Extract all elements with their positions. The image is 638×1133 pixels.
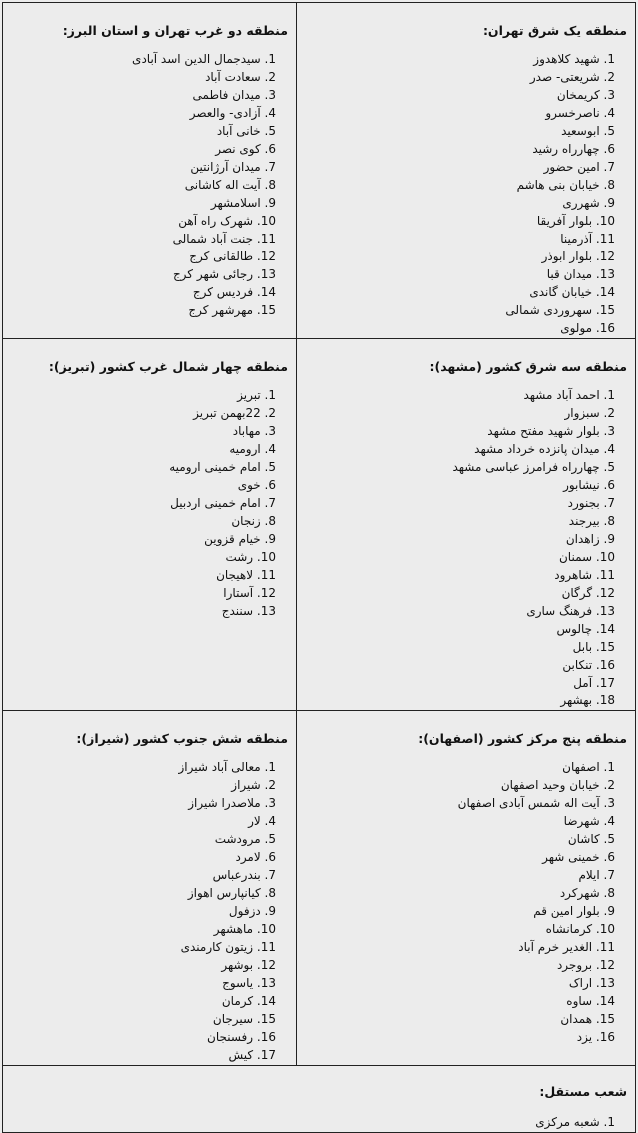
branch-item: 12. آستارا: [11, 585, 276, 603]
branch-list: [11, 387, 288, 620]
branch-item: 15. سهروردی شمالی: [305, 302, 615, 320]
branch-item: 4. میدان پانزده خرداد مشهد: [305, 441, 615, 459]
branch-item: 2. شیراز: [11, 777, 276, 795]
branch-item: 8. خیابان بنی هاشم: [305, 177, 615, 195]
branch-item: 11. زیتون کارمندی: [11, 939, 276, 957]
branch-list: [11, 759, 288, 1064]
branch-item: 13. رجائی شهر کرج: [11, 266, 276, 284]
branch-item: 15. بابل: [305, 639, 615, 657]
branch-item: 12. بلوار ابوذر: [305, 248, 615, 266]
branch-item: 2. شریعتی- صدر: [305, 69, 615, 87]
branch-item: 7. ایلام: [305, 867, 615, 885]
branch-item: 5. مرودشت: [11, 831, 276, 849]
branch-item: 10. کرمانشاه: [305, 921, 615, 939]
branch-item: 9. بلوار امین قم: [305, 903, 615, 921]
branch-list: [305, 759, 627, 1046]
branch-item: 1. شعبه مرکزی: [11, 1114, 615, 1132]
region-title: منطقه پنج مرکز کشور (اصفهان):: [418, 731, 627, 747]
branch-item: 4. ناصرخسرو: [305, 105, 615, 123]
branch-item: 13. فرهنگ سارى: [305, 603, 615, 621]
branch-item: 7. امام خمینی اردبیل: [11, 495, 276, 513]
branch-item: 3. کریمخان: [305, 87, 615, 105]
branch-item: 13. اراک: [305, 975, 615, 993]
independent-branches-cell: [3, 1065, 636, 1132]
branch-item: 2. خیابان وحید اصفهان: [305, 777, 615, 795]
region-cell-6: [3, 711, 297, 1065]
branch-item: 5. امام خمینی ارومیه: [11, 459, 276, 477]
branch-item: 13. یاسوج: [11, 975, 276, 993]
branch-item: 7. میدان آرژانتین: [11, 159, 276, 177]
branch-item: 15. همدان: [305, 1011, 615, 1029]
branch-list: [305, 387, 627, 710]
branch-item: 4. ارومیه: [11, 441, 276, 459]
branch-item: 13. سنندج: [11, 603, 276, 621]
branch-item: 7. امین حضور: [305, 159, 615, 177]
branch-item: 17. کیش: [11, 1047, 276, 1065]
branch-list: [11, 1114, 627, 1132]
branch-item: 10. سمنان: [305, 549, 615, 567]
branch-item: 12. گرگان: [305, 585, 615, 603]
region-title: منطقه شش جنوب کشور (شیراز):: [76, 731, 288, 747]
branch-item: 9. خیام قزوین: [11, 531, 276, 549]
branch-item: 6. چهارراه رشید: [305, 141, 615, 159]
branch-item: 16. رفسنجان: [11, 1029, 276, 1047]
region-title: منطقه یک شرق تهران:: [482, 23, 627, 38]
branch-item: 2. سبزوار: [305, 405, 615, 423]
branch-item: 5. چهارراه فرامرز عباسی مشهد: [305, 459, 615, 477]
branch-item: 16. یزد: [305, 1029, 615, 1047]
region-cell-5: [297, 711, 636, 1065]
branch-item: 12. بوشهر: [11, 957, 276, 975]
branch-item: 3. میدان فاطمی: [11, 87, 276, 105]
branch-item: 5. خانی آباد: [11, 123, 276, 141]
branch-item: 17. آمل: [305, 675, 615, 693]
branch-item: 3. آیت اله شمس آبادی اصفهان: [305, 795, 615, 813]
branch-item: 12. بروجرد: [305, 957, 615, 975]
branch-item: 1. معالی آباد شیراز: [11, 759, 276, 777]
branch-item: 3. ملاصدرا شیراز: [11, 795, 276, 813]
branch-list: [305, 51, 627, 338]
branch-item: 14. خیابان گاندی: [305, 284, 615, 302]
branch-item: 10. بلوار آفریقا: [305, 213, 615, 231]
regions-table: [2, 2, 636, 1133]
region-cell-2: [3, 3, 297, 339]
branch-item: 4. آزادی- والعصر: [11, 105, 276, 123]
branch-item: 9. زاهدان: [305, 531, 615, 549]
branch-item: 11. آذرمینا: [305, 231, 615, 249]
branch-item: 4. لار: [11, 813, 276, 831]
branch-item: 9. دزفول: [11, 903, 276, 921]
branch-item: 10. شهرک راه آهن: [11, 213, 276, 231]
branch-item: 11. الغدیر خرم آباد: [305, 939, 615, 957]
branch-item: 11. جنت آباد شمالی: [11, 231, 276, 249]
region-cell-4: [3, 339, 297, 711]
branch-item: 14. فردیس کرج: [11, 284, 276, 302]
branch-item: 9. شهرری: [305, 195, 615, 213]
branch-item: 6. خمینی شهر: [305, 849, 615, 867]
branch-item: 6. نیشابور: [305, 477, 615, 495]
branch-item: 7. بندرعباس: [11, 867, 276, 885]
region-title: منطقه چهار شمال غرب کشور (تبریز):: [48, 359, 288, 375]
branch-item: 1. تبریز: [11, 387, 276, 405]
branch-item: 10. ماهشهر: [11, 921, 276, 939]
region-title: منطقه دو غرب تهران و استان البرز:: [62, 23, 288, 38]
branch-item: 9. اسلامشهر: [11, 195, 276, 213]
region-title: شعب مستقل:: [539, 1083, 627, 1099]
branch-item: 3. مهاباد: [11, 423, 276, 441]
branch-item: 6. خوی: [11, 477, 276, 495]
branch-item: 1. شهید کلاهدوز: [305, 51, 615, 69]
branch-item: 14. کرمان: [11, 993, 276, 1011]
region-cell-3: [297, 339, 636, 711]
branch-item: 12. طالقانی کرج: [11, 248, 276, 266]
branch-list: [11, 51, 288, 320]
branch-item: 2. 22بهمن تبریز: [11, 405, 276, 423]
branch-item: 14. چالوس: [305, 621, 615, 639]
branch-item: 14. ساوه: [305, 993, 615, 1011]
branch-item: 3. بلوار شهید مفتح مشهد: [305, 423, 615, 441]
branch-item: 1. سیدجمال الدین اسد آبادی: [11, 51, 276, 69]
branch-item: 4. شهرضا: [305, 813, 615, 831]
branch-item: 18. بهشهر: [305, 692, 615, 710]
branch-item: 1. اصفهان: [305, 759, 615, 777]
branch-item: 8. زنجان: [11, 513, 276, 531]
branch-item: 16. مولوی: [305, 320, 615, 338]
region-title: منطقه سه شرق کشور (مشهد):: [429, 359, 627, 375]
branch-item: 11. لاهیجان: [11, 567, 276, 585]
branch-item: 10. رشت: [11, 549, 276, 567]
branch-item: 1. احمد آباد مشهد: [305, 387, 615, 405]
branch-item: 8. بیرجند: [305, 513, 615, 531]
branch-item: 7. بجنورد: [305, 495, 615, 513]
branch-item: 2. سعادت آباد: [11, 69, 276, 87]
branch-item: 5. ابوسعید: [305, 123, 615, 141]
branch-item: 15. مهرشهر کرج: [11, 302, 276, 320]
branch-item: 6. لامرد: [11, 849, 276, 867]
branch-item: 6. کوی نصر: [11, 141, 276, 159]
branch-item: 8. آیت اله کاشانی: [11, 177, 276, 195]
branch-item: 16. تنکابن: [305, 657, 615, 675]
branch-item: 13. میدان قبا: [305, 266, 615, 284]
branch-item: 8. شهرکرد: [305, 885, 615, 903]
branch-item: 5. کاشان: [305, 831, 615, 849]
branch-item: 8. کیانپارس اهواز: [11, 885, 276, 903]
region-cell-1: [297, 3, 636, 339]
branch-item: 11. شاهرود: [305, 567, 615, 585]
branch-item: 15. سیرجان: [11, 1011, 276, 1029]
